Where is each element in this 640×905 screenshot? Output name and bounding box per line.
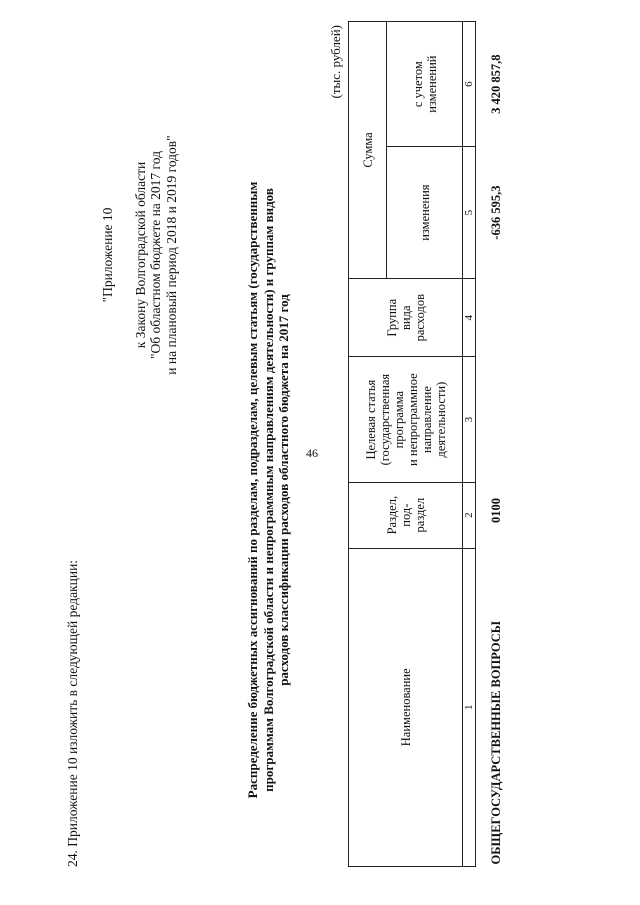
units-label: (тыс. рублей): [328, 25, 343, 99]
document-heading: [245, 150, 292, 830]
row-name: ОБЩЕГОСУДАРСТВЕННЫЕ ВОПРОСЫ: [489, 621, 503, 865]
heading-line: Распределение бюджетных ассигнований по разделам, подразделам, целевым статьям (государственным: [245, 181, 260, 799]
heading-line: расходов классификации расходов областного бюджета на 2017 год: [276, 294, 291, 686]
heading-line: программам Волгоградской области и непрограммным направлениям деятельности) и группам видов: [260, 188, 276, 792]
appendix-line: "Об областном бюджете на 2017 год: [148, 151, 163, 359]
column-number: 6: [463, 22, 476, 147]
row-group: [476, 278, 517, 357]
header-name: Наименование: [349, 548, 463, 866]
row-target: [476, 357, 517, 482]
header-target-article: Целевая статья (государственная программа и непрограммное направление деятельности): [349, 357, 463, 482]
column-number: 5: [463, 147, 476, 279]
appendix-line: к Закону Волгоградской области: [132, 161, 148, 349]
row-changes: -636 595,3: [489, 185, 503, 240]
header-sum: Сумма: [349, 22, 387, 279]
appendix-line: и на плановый период 2018 и 2019 годов": [163, 135, 179, 375]
column-number: 2: [463, 482, 476, 548]
amendment-text: 24. Приложение 10 изложить в следующей редакции:: [65, 559, 80, 867]
appendix-reference: [100, 105, 179, 405]
column-number: 1: [463, 548, 476, 866]
row-with-changes: 3 420 857,8: [489, 54, 503, 114]
appendix-title: "Приложение 10: [100, 207, 115, 303]
table-row: [476, 22, 517, 867]
column-number-row: [463, 22, 476, 867]
column-number: 3: [463, 357, 476, 482]
page-number: 46: [306, 446, 318, 460]
row-section: 0100: [489, 498, 503, 524]
budget-table: [348, 21, 516, 867]
header-with-changes: с учетом изменений: [387, 22, 463, 147]
header-section: Раздел, под- раздел: [349, 482, 463, 548]
column-number: 4: [463, 278, 476, 357]
header-changes: изменения: [387, 147, 463, 279]
header-expense-group: Группа вида расходов: [349, 278, 463, 357]
